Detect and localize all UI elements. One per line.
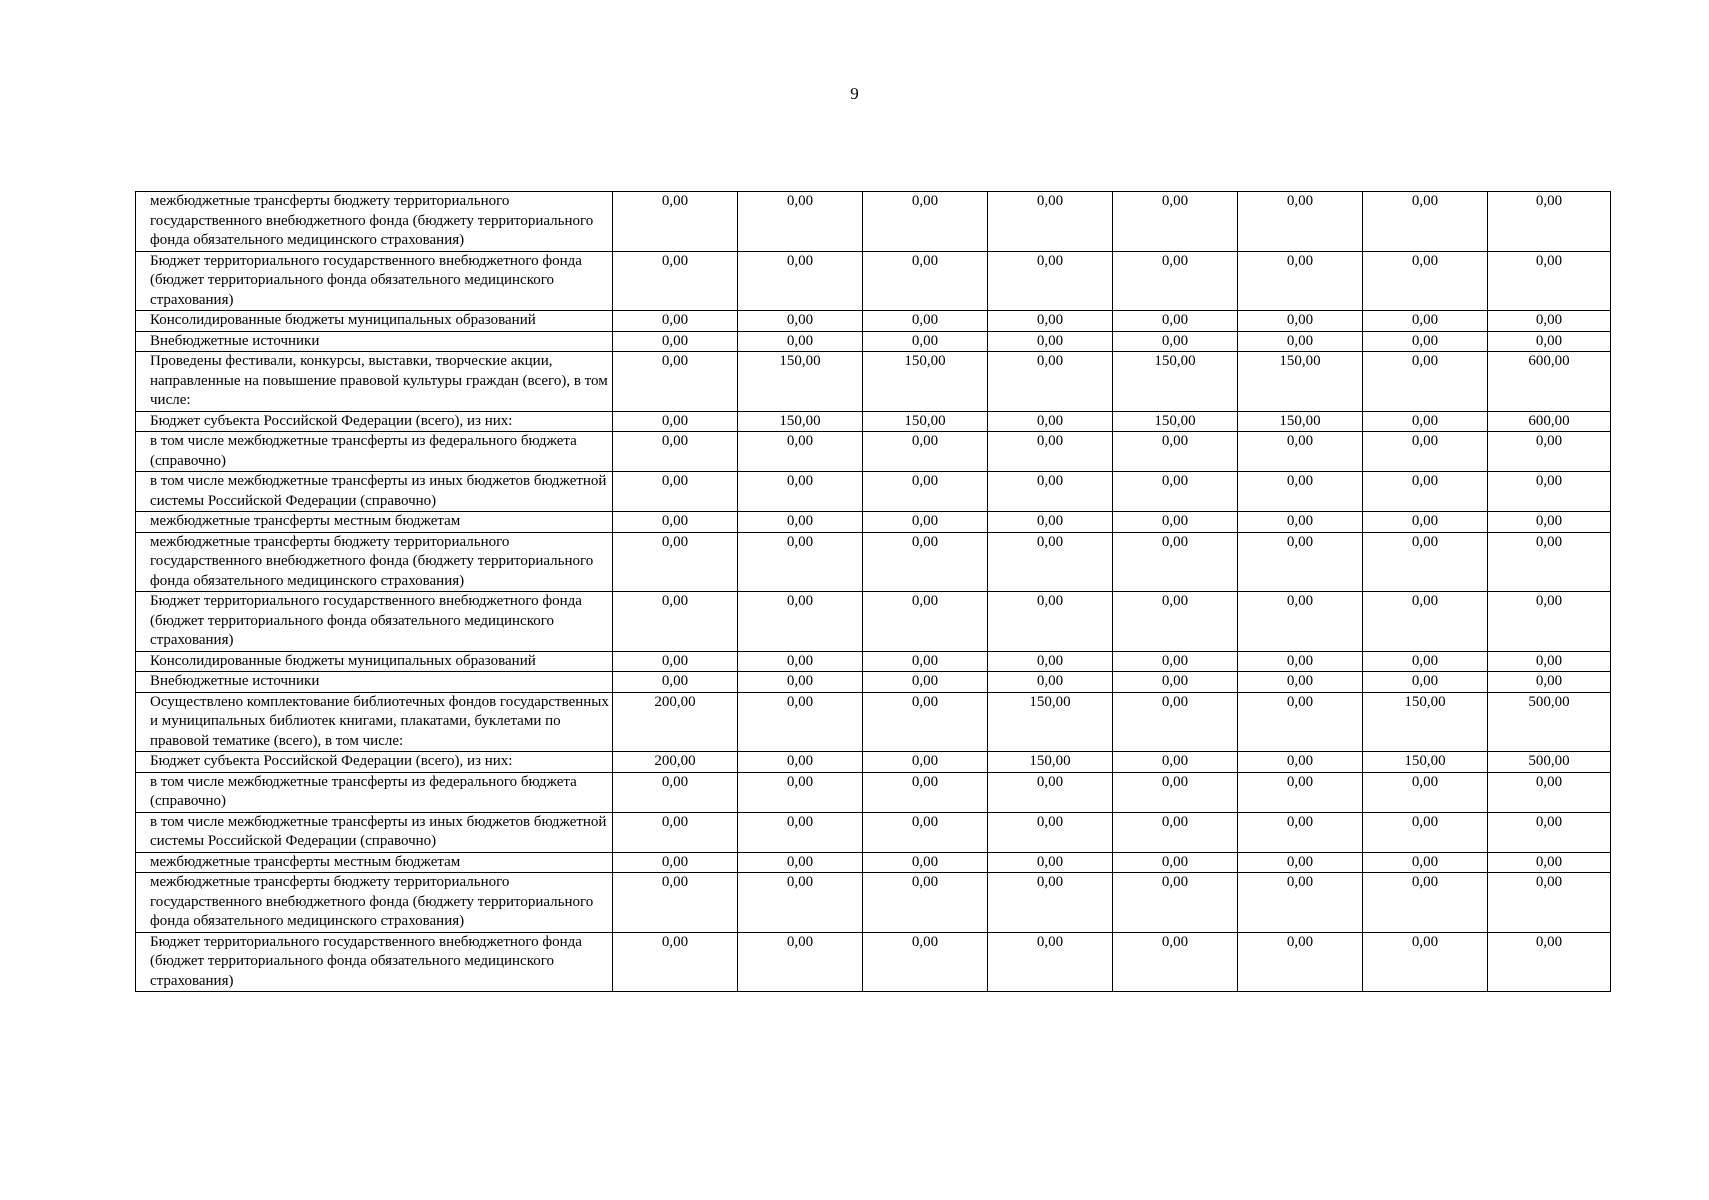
value-cell: 0,00 bbox=[863, 852, 988, 873]
value-cell: 0,00 bbox=[1488, 651, 1611, 672]
value-cell: 0,00 bbox=[1488, 852, 1611, 873]
value-cell: 0,00 bbox=[738, 472, 863, 512]
value-cell: 0,00 bbox=[863, 672, 988, 693]
value-cell: 0,00 bbox=[988, 472, 1113, 512]
value-cell: 0,00 bbox=[1363, 432, 1488, 472]
value-cell: 0,00 bbox=[613, 932, 738, 992]
value-cell: 0,00 bbox=[1488, 192, 1611, 252]
value-cell: 0,00 bbox=[613, 592, 738, 652]
value-cell: 0,00 bbox=[1238, 192, 1363, 252]
value-cell: 0,00 bbox=[863, 472, 988, 512]
value-cell: 0,00 bbox=[1363, 251, 1488, 311]
value-cell: 600,00 bbox=[1488, 411, 1611, 432]
value-cell: 0,00 bbox=[1113, 532, 1238, 592]
value-cell: 0,00 bbox=[863, 752, 988, 773]
value-cell: 150,00 bbox=[863, 352, 988, 412]
table-row bbox=[136, 411, 1611, 432]
value-cell: 0,00 bbox=[1363, 532, 1488, 592]
value-cell: 0,00 bbox=[1238, 311, 1363, 332]
value-cell: 0,00 bbox=[613, 472, 738, 512]
value-cell: 600,00 bbox=[1488, 352, 1611, 412]
value-cell: 0,00 bbox=[613, 852, 738, 873]
value-cell: 0,00 bbox=[1488, 311, 1611, 332]
value-cell: 0,00 bbox=[1113, 512, 1238, 533]
value-cell: 0,00 bbox=[988, 932, 1113, 992]
value-cell: 0,00 bbox=[1488, 932, 1611, 992]
value-cell: 0,00 bbox=[738, 592, 863, 652]
value-cell: 0,00 bbox=[613, 651, 738, 672]
value-cell: 150,00 bbox=[988, 752, 1113, 773]
value-cell: 0,00 bbox=[988, 592, 1113, 652]
value-cell: 0,00 bbox=[863, 432, 988, 472]
value-cell: 150,00 bbox=[1363, 692, 1488, 752]
table-row bbox=[136, 592, 1611, 652]
value-cell: 0,00 bbox=[613, 432, 738, 472]
value-cell: 150,00 bbox=[1363, 752, 1488, 773]
value-cell: 500,00 bbox=[1488, 692, 1611, 752]
value-cell: 0,00 bbox=[863, 251, 988, 311]
row-label: межбюджетные трансферты местным бюджетам bbox=[136, 512, 613, 533]
value-cell: 0,00 bbox=[738, 512, 863, 533]
table-row bbox=[136, 331, 1611, 352]
table-row bbox=[136, 672, 1611, 693]
value-cell: 150,00 bbox=[1238, 352, 1363, 412]
value-cell: 0,00 bbox=[1113, 772, 1238, 812]
value-cell: 0,00 bbox=[738, 651, 863, 672]
value-cell: 0,00 bbox=[1363, 772, 1488, 812]
value-cell: 150,00 bbox=[988, 692, 1113, 752]
row-label: Бюджет территориального государственного внебюджетного фонда (бюджет территориального фонда обязательного медицинского страхования) bbox=[136, 251, 613, 311]
value-cell: 0,00 bbox=[1238, 331, 1363, 352]
value-cell: 0,00 bbox=[1488, 331, 1611, 352]
value-cell: 0,00 bbox=[1363, 472, 1488, 512]
value-cell: 0,00 bbox=[988, 852, 1113, 873]
value-cell: 0,00 bbox=[1238, 651, 1363, 672]
value-cell: 0,00 bbox=[738, 251, 863, 311]
value-cell: 0,00 bbox=[863, 592, 988, 652]
value-cell: 0,00 bbox=[1363, 651, 1488, 672]
row-label: Осуществлено комплектование библиотечных фондов государственных и муниципальных библиотек книгами, плакатами, буклетами по правовой тематике (всего), в том числе: bbox=[136, 692, 613, 752]
value-cell: 0,00 bbox=[738, 311, 863, 332]
table-row bbox=[136, 512, 1611, 533]
value-cell: 0,00 bbox=[1113, 651, 1238, 672]
value-cell: 0,00 bbox=[1113, 752, 1238, 773]
budget-table bbox=[135, 191, 1611, 992]
value-cell: 0,00 bbox=[738, 331, 863, 352]
value-cell: 150,00 bbox=[738, 352, 863, 412]
row-label: межбюджетные трансферты бюджету территориального государственного внебюджетного фонда (бюджету территориального фонда обязательного медицинского страхования) bbox=[136, 873, 613, 933]
value-cell: 0,00 bbox=[1363, 352, 1488, 412]
value-cell: 0,00 bbox=[1113, 472, 1238, 512]
table-row bbox=[136, 311, 1611, 332]
value-cell: 0,00 bbox=[863, 651, 988, 672]
value-cell: 0,00 bbox=[988, 251, 1113, 311]
value-cell: 0,00 bbox=[1488, 812, 1611, 852]
row-label: в том числе межбюджетные трансферты из федерального бюджета (справочно) bbox=[136, 772, 613, 812]
value-cell: 500,00 bbox=[1488, 752, 1611, 773]
row-label: в том числе межбюджетные трансферты из иных бюджетов бюджетной системы Российской Федерации (справочно) bbox=[136, 472, 613, 512]
value-cell: 0,00 bbox=[738, 812, 863, 852]
row-label: межбюджетные трансферты местным бюджетам bbox=[136, 852, 613, 873]
row-label: межбюджетные трансферты бюджету территориального государственного внебюджетного фонда (бюджету территориального фонда обязательного медицинского страхования) bbox=[136, 532, 613, 592]
value-cell: 0,00 bbox=[1113, 251, 1238, 311]
value-cell: 0,00 bbox=[1238, 532, 1363, 592]
value-cell: 0,00 bbox=[1363, 192, 1488, 252]
table-row bbox=[136, 472, 1611, 512]
value-cell: 0,00 bbox=[863, 692, 988, 752]
value-cell: 0,00 bbox=[1238, 772, 1363, 812]
value-cell: 0,00 bbox=[1488, 512, 1611, 533]
table-row bbox=[136, 432, 1611, 472]
value-cell: 0,00 bbox=[613, 192, 738, 252]
value-cell: 0,00 bbox=[613, 812, 738, 852]
value-cell: 0,00 bbox=[988, 432, 1113, 472]
value-cell: 0,00 bbox=[1238, 932, 1363, 992]
value-cell: 0,00 bbox=[1113, 692, 1238, 752]
value-cell: 0,00 bbox=[988, 512, 1113, 533]
value-cell: 0,00 bbox=[613, 352, 738, 412]
value-cell: 0,00 bbox=[863, 512, 988, 533]
table-row bbox=[136, 192, 1611, 252]
value-cell: 0,00 bbox=[613, 311, 738, 332]
value-cell: 0,00 bbox=[1113, 873, 1238, 933]
value-cell: 0,00 bbox=[613, 772, 738, 812]
value-cell: 0,00 bbox=[988, 532, 1113, 592]
value-cell: 0,00 bbox=[738, 932, 863, 992]
value-cell: 200,00 bbox=[613, 752, 738, 773]
table-row bbox=[136, 532, 1611, 592]
value-cell: 0,00 bbox=[1363, 331, 1488, 352]
value-cell: 0,00 bbox=[1238, 251, 1363, 311]
value-cell: 200,00 bbox=[613, 692, 738, 752]
value-cell: 0,00 bbox=[1238, 512, 1363, 533]
value-cell: 150,00 bbox=[1113, 411, 1238, 432]
row-label: Бюджет субъекта Российской Федерации (всего), из них: bbox=[136, 752, 613, 773]
value-cell: 0,00 bbox=[1488, 472, 1611, 512]
value-cell: 0,00 bbox=[613, 331, 738, 352]
value-cell: 0,00 bbox=[1238, 672, 1363, 693]
table-row bbox=[136, 852, 1611, 873]
value-cell: 0,00 bbox=[1488, 592, 1611, 652]
value-cell: 0,00 bbox=[1363, 873, 1488, 933]
value-cell: 0,00 bbox=[1363, 512, 1488, 533]
value-cell: 0,00 bbox=[1113, 852, 1238, 873]
value-cell: 0,00 bbox=[863, 192, 988, 252]
value-cell: 0,00 bbox=[1113, 432, 1238, 472]
value-cell: 0,00 bbox=[1238, 812, 1363, 852]
value-cell: 0,00 bbox=[1238, 852, 1363, 873]
value-cell: 0,00 bbox=[1488, 251, 1611, 311]
value-cell: 0,00 bbox=[988, 672, 1113, 693]
value-cell: 0,00 bbox=[738, 672, 863, 693]
row-label: Бюджет субъекта Российской Федерации (всего), из них: bbox=[136, 411, 613, 432]
value-cell: 0,00 bbox=[1113, 192, 1238, 252]
table-row bbox=[136, 812, 1611, 852]
value-cell: 0,00 bbox=[1488, 772, 1611, 812]
row-label: Проведены фестивали, конкурсы, выставки, творческие акции, направленные на повышение правовой культуры граждан (всего), в том числе: bbox=[136, 352, 613, 412]
value-cell: 0,00 bbox=[1238, 592, 1363, 652]
value-cell: 0,00 bbox=[738, 532, 863, 592]
value-cell: 0,00 bbox=[863, 532, 988, 592]
value-cell: 0,00 bbox=[738, 192, 863, 252]
value-cell: 0,00 bbox=[863, 311, 988, 332]
value-cell: 0,00 bbox=[863, 873, 988, 933]
table-row bbox=[136, 932, 1611, 992]
value-cell: 0,00 bbox=[613, 532, 738, 592]
value-cell: 0,00 bbox=[1488, 672, 1611, 693]
table-row bbox=[136, 651, 1611, 672]
value-cell: 150,00 bbox=[1113, 352, 1238, 412]
value-cell: 0,00 bbox=[988, 352, 1113, 412]
value-cell: 0,00 bbox=[613, 512, 738, 533]
value-cell: 0,00 bbox=[613, 251, 738, 311]
value-cell: 0,00 bbox=[1238, 873, 1363, 933]
value-cell: 0,00 bbox=[738, 852, 863, 873]
row-label: Бюджет территориального государственного внебюджетного фонда (бюджет территориального фонда обязательного медицинского страхования) bbox=[136, 932, 613, 992]
table-row bbox=[136, 352, 1611, 412]
value-cell: 0,00 bbox=[1363, 592, 1488, 652]
value-cell: 150,00 bbox=[1238, 411, 1363, 432]
value-cell: 0,00 bbox=[1113, 331, 1238, 352]
value-cell: 0,00 bbox=[1363, 932, 1488, 992]
value-cell: 0,00 bbox=[988, 192, 1113, 252]
value-cell: 0,00 bbox=[1363, 411, 1488, 432]
value-cell: 0,00 bbox=[1113, 311, 1238, 332]
value-cell: 0,00 bbox=[738, 752, 863, 773]
value-cell: 0,00 bbox=[1113, 932, 1238, 992]
value-cell: 0,00 bbox=[1238, 472, 1363, 512]
value-cell: 0,00 bbox=[613, 672, 738, 693]
table-row bbox=[136, 752, 1611, 773]
value-cell: 0,00 bbox=[1488, 873, 1611, 933]
value-cell: 0,00 bbox=[988, 311, 1113, 332]
value-cell: 0,00 bbox=[1113, 592, 1238, 652]
value-cell: 0,00 bbox=[613, 873, 738, 933]
value-cell: 0,00 bbox=[988, 772, 1113, 812]
page-number: 9 bbox=[850, 84, 859, 103]
value-cell: 0,00 bbox=[1363, 311, 1488, 332]
value-cell: 0,00 bbox=[1363, 852, 1488, 873]
table-row bbox=[136, 692, 1611, 752]
row-label: Внебюджетные источники bbox=[136, 672, 613, 693]
value-cell: 0,00 bbox=[1238, 432, 1363, 472]
value-cell: 150,00 bbox=[738, 411, 863, 432]
value-cell: 0,00 bbox=[1113, 672, 1238, 693]
value-cell: 0,00 bbox=[1363, 672, 1488, 693]
value-cell: 0,00 bbox=[1363, 812, 1488, 852]
value-cell: 0,00 bbox=[863, 932, 988, 992]
value-cell: 150,00 bbox=[863, 411, 988, 432]
table-row bbox=[136, 251, 1611, 311]
row-label: в том числе межбюджетные трансферты из иных бюджетов бюджетной системы Российской Федерации (справочно) bbox=[136, 812, 613, 852]
value-cell: 0,00 bbox=[1113, 812, 1238, 852]
value-cell: 0,00 bbox=[863, 812, 988, 852]
value-cell: 0,00 bbox=[988, 331, 1113, 352]
value-cell: 0,00 bbox=[988, 812, 1113, 852]
value-cell: 0,00 bbox=[613, 411, 738, 432]
value-cell: 0,00 bbox=[738, 692, 863, 752]
value-cell: 0,00 bbox=[863, 331, 988, 352]
value-cell: 0,00 bbox=[988, 411, 1113, 432]
row-label: Консолидированные бюджеты муниципальных образований bbox=[136, 651, 613, 672]
row-label: Консолидированные бюджеты муниципальных образований bbox=[136, 311, 613, 332]
row-label: Внебюджетные источники bbox=[136, 331, 613, 352]
row-label: в том числе межбюджетные трансферты из федерального бюджета (справочно) bbox=[136, 432, 613, 472]
table-row bbox=[136, 772, 1611, 812]
value-cell: 0,00 bbox=[738, 432, 863, 472]
row-label: межбюджетные трансферты бюджету территориального государственного внебюджетного фонда (бюджету территориального фонда обязательного медицинского страхования) bbox=[136, 192, 613, 252]
value-cell: 0,00 bbox=[863, 772, 988, 812]
table-body bbox=[136, 192, 1611, 992]
value-cell: 0,00 bbox=[1238, 752, 1363, 773]
value-cell: 0,00 bbox=[738, 873, 863, 933]
value-cell: 0,00 bbox=[1488, 532, 1611, 592]
value-cell: 0,00 bbox=[738, 772, 863, 812]
value-cell: 0,00 bbox=[1488, 432, 1611, 472]
row-label: Бюджет территориального государственного внебюджетного фонда (бюджет территориального фонда обязательного медицинского страхования) bbox=[136, 592, 613, 652]
table-row bbox=[136, 873, 1611, 933]
value-cell: 0,00 bbox=[1238, 692, 1363, 752]
value-cell: 0,00 bbox=[988, 651, 1113, 672]
value-cell: 0,00 bbox=[988, 873, 1113, 933]
